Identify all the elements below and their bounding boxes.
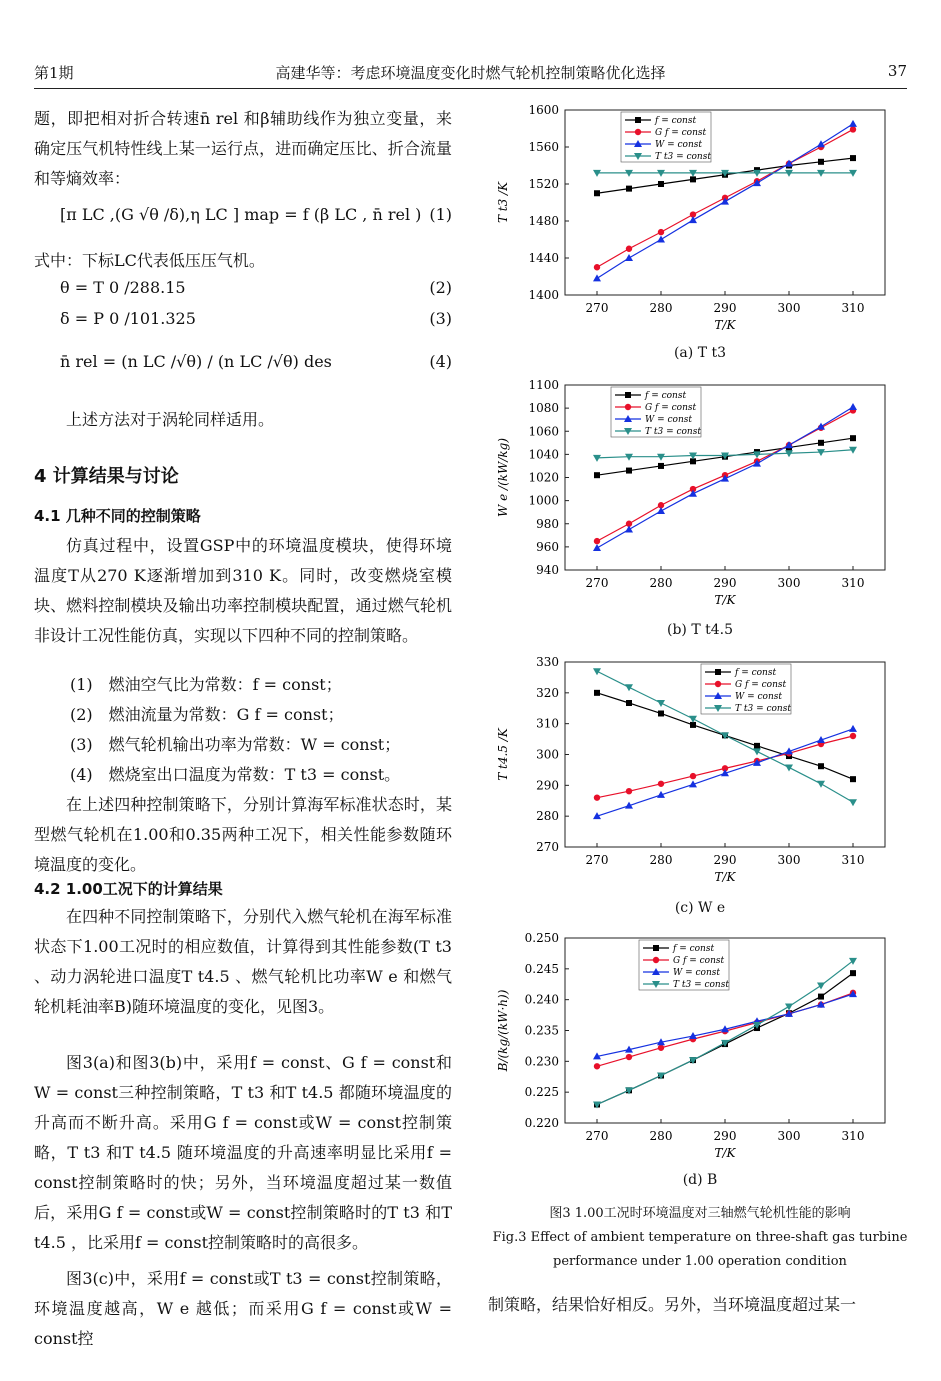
turbine-note: 上述方法对于涡轮同样适用。	[66, 410, 275, 429]
paragraph-fig3c: 图3(c)中，采用f = const或T t3 = const控制策略，环境温度越高，W e 越低；而采用G f = const或W = const控	[34, 1269, 452, 1348]
legend-label: G f = const	[673, 956, 725, 966]
header-rule	[34, 88, 907, 89]
data-point	[850, 733, 856, 739]
y-tick-label: 1440	[528, 251, 559, 265]
y-tick-label: 300	[536, 747, 559, 762]
x-axis-label: T/K	[714, 318, 736, 332]
journal-issue: 第1期	[34, 64, 74, 82]
y-tick-label: 290	[536, 778, 559, 793]
legend-label: G f = const	[735, 680, 787, 690]
y-tick-label: 270	[536, 840, 559, 854]
data-point	[850, 435, 856, 441]
y-tick-label: 1000	[528, 493, 559, 508]
data-point	[625, 526, 633, 533]
x-axis-label: T/K	[714, 1146, 736, 1160]
strategy-item: (2) 燃油流量为常数：G f = const；	[70, 705, 344, 724]
data-point	[817, 781, 825, 788]
running-title: 高建华等：考虑环境温度变化时燃气轮机控制策略优化选择	[275, 64, 666, 82]
x-tick-label: 310	[841, 1129, 865, 1143]
y-tick-label: 1400	[528, 288, 559, 302]
subcaption-c: (c) W e	[674, 900, 726, 916]
y-tick-label: 1100	[528, 378, 559, 392]
data-point	[658, 463, 664, 469]
x-tick-label: 310	[841, 576, 865, 590]
data-point	[690, 722, 696, 728]
y-axis-label: W e /(kW/kg)	[496, 437, 510, 518]
y-tick-label: 320	[536, 685, 559, 700]
x-tick-label: 270	[585, 301, 609, 315]
y-tick-label: 330	[536, 655, 559, 669]
legend-label: W = const	[673, 968, 721, 978]
y-tick-label: 1040	[528, 447, 559, 462]
legend-label: T t3 = const	[655, 152, 711, 162]
data-point	[625, 404, 631, 410]
y-axis-label: T t4.5 /K	[496, 728, 510, 781]
data-point	[715, 681, 721, 687]
chart-b	[480, 375, 920, 615]
x-tick-label: 310	[841, 301, 865, 315]
chart-d	[480, 928, 920, 1168]
caption-en-1: Fig.3 Effect of ambient temperature on three-shaft gas turbine	[492, 1230, 908, 1245]
legend-label: T t3 = const	[645, 427, 701, 437]
data-point	[850, 970, 856, 976]
data-point	[626, 468, 632, 474]
section-4-1-heading: 4.1 几种不同的控制策略	[34, 507, 201, 525]
y-tick-label: 1520	[528, 177, 559, 191]
data-point	[658, 781, 664, 787]
data-point	[849, 799, 857, 806]
y-tick-label: 0.225	[524, 1085, 559, 1100]
y-tick-label: 1060	[528, 424, 559, 439]
x-tick-label: 290	[713, 301, 737, 315]
y-tick-label: 940	[536, 563, 559, 577]
y-tick-label: 0.230	[524, 1054, 559, 1069]
x-tick-label: 300	[777, 1129, 801, 1143]
caption-en-2: performance under 1.00 operation condition	[553, 1254, 847, 1269]
data-point	[818, 159, 824, 165]
data-point	[850, 155, 856, 161]
x-tick-label: 270	[585, 1129, 609, 1143]
data-point	[635, 129, 641, 135]
y-tick-label: 0.250	[524, 931, 559, 945]
data-point	[594, 1063, 600, 1069]
y-tick-label: 0.220	[524, 1116, 559, 1130]
legend-label: T t3 = const	[673, 980, 729, 990]
data-point	[817, 982, 825, 989]
data-point	[657, 507, 665, 514]
x-axis-label: T/K	[714, 870, 736, 884]
y-tick-label: 0.240	[524, 992, 559, 1007]
strategy-item: (3) 燃气轮机输出功率为常数：W = const；	[70, 735, 401, 754]
paragraph-4-1: 仿真过程中，设置GSP中的环境温度模块，使得环境温度T从270 K逐渐增加到310 K。同时，改变燃烧室模块、燃料控制模块及输出功率控制模块配置，通过燃气轮机非设计工况性能仿真，实现以下四种不同的控制策略。	[34, 536, 452, 645]
x-tick-label: 270	[585, 576, 609, 590]
legend-label: G f = const	[645, 403, 697, 413]
data-point	[689, 716, 697, 723]
x-tick-label: 270	[585, 853, 609, 867]
y-tick-label: 310	[536, 716, 559, 731]
subcaption-d: (d) B	[682, 1172, 718, 1188]
strategy-item: (4) 燃烧室出口温度为常数：T t3 = const。	[70, 765, 401, 784]
data-point	[658, 710, 664, 716]
legend-label: W = const	[655, 140, 703, 150]
strategy-item: (1) 燃油空气比为常数：f = const；	[70, 675, 342, 694]
data-point	[594, 690, 600, 696]
legend-label: T t3 = const	[735, 704, 791, 714]
strategy-list	[70, 670, 452, 790]
data-point	[626, 700, 632, 706]
y-axis-label: T t3 /K	[496, 181, 510, 224]
y-tick-label: 1080	[528, 401, 559, 416]
data-point	[817, 140, 825, 147]
right-column-text: 制策略，结果恰好相反。另外，当环境温度超过某一	[488, 1295, 857, 1314]
data-point	[849, 403, 857, 410]
legend-label: f = const	[645, 391, 687, 401]
x-tick-label: 290	[713, 576, 737, 590]
data-point	[785, 1003, 793, 1010]
x-tick-label: 280	[649, 301, 673, 315]
x-tick-label: 280	[649, 576, 673, 590]
y-tick-label: 1480	[528, 214, 559, 228]
data-point	[849, 725, 857, 732]
data-point	[626, 186, 632, 192]
data-point	[818, 763, 824, 769]
y-tick-label: 980	[536, 516, 559, 531]
data-point	[594, 264, 600, 270]
y-tick-label: 1560	[528, 140, 559, 154]
chart-c	[480, 652, 920, 892]
legend-label: f = const	[735, 668, 777, 678]
y-tick-label: 960	[536, 539, 559, 554]
data-point	[690, 176, 696, 182]
x-tick-label: 290	[713, 1129, 737, 1143]
figure-caption	[480, 1202, 920, 1274]
x-tick-label: 290	[713, 853, 737, 867]
data-point	[849, 958, 857, 965]
intro-paragraph: 题，即把相对折合转速n̄ rel 和β辅助线作为独立变量，来确定压气机特性线上某一运行点，进而确定压比、折合流量和等熵效率：	[34, 109, 452, 188]
data-point	[626, 788, 632, 794]
data-point	[635, 117, 641, 123]
y-axis-label: B/(kg/(kW·h))	[496, 989, 510, 1072]
y-tick-label: 0.235	[524, 1023, 559, 1038]
data-point	[657, 700, 665, 707]
data-point	[657, 236, 665, 243]
subcaption-b: (b) T t4.5	[666, 622, 733, 638]
equation-4: n̄ rel = (n LC /√θ) / (n LC /√θ) des (4)	[60, 352, 452, 371]
data-point	[658, 181, 664, 187]
legend-label: f = const	[655, 116, 697, 126]
data-point	[593, 544, 601, 551]
note-line: 式中：下标LC代表低压压气机。	[34, 251, 265, 270]
series-line	[597, 973, 853, 1104]
x-axis-label: T/K	[714, 593, 736, 607]
y-tick-label: 1600	[528, 103, 559, 117]
paragraph-fig3ab: 图3(a)和图3(b)中，采用f = const、G f = const和W = const三种控制策略，T t3 和T t4.5 都随环境温度的升高而不断升高。采用G f = const或W = const控制策略，T t3 和T t4.5 随环境温度的升高速率明显比采用f = const控制策略时的快；另外，当环境温度超过某一数值后，采用G f = const或W = const控制策略时的T t3 和T t4.5 ，比采用f = const控制策略时的高很多。	[34, 1053, 452, 1252]
x-tick-label: 300	[777, 853, 801, 867]
data-point	[818, 440, 824, 446]
equation-1: [π LC ,(G √θ /δ),η LC ] map = f (β LC , n̄ rel ) (1)	[60, 205, 452, 224]
x-tick-label: 300	[777, 301, 801, 315]
legend-label: W = const	[645, 415, 693, 425]
data-point	[593, 668, 601, 675]
data-point	[753, 748, 761, 755]
page-number: 37	[887, 62, 907, 80]
data-point	[594, 538, 600, 544]
data-point	[653, 957, 659, 963]
section-4-2-heading: 4.2 1.00工况下的计算结果	[34, 880, 223, 898]
subcaption-a: (a) T t3	[673, 345, 727, 361]
data-point	[850, 776, 856, 782]
data-point	[785, 764, 793, 771]
equation-2: θ = T 0 /288.15 (2)	[60, 278, 452, 297]
data-point	[754, 743, 760, 749]
equation-3: δ = P 0 /101.325 (3)	[60, 309, 452, 328]
chart-a	[480, 100, 920, 340]
y-tick-label: 280	[536, 809, 559, 824]
paragraph-strategies: 在上述四种控制策略下，分别计算海军标准状态时，某型燃气轮机在1.00和0.35两种工况下，相关性能参数随环境温度的变化。	[34, 795, 452, 874]
paragraph-4-2: 在四种不同控制策略下，分别代入燃气轮机在海军标准状态下1.00工况时的相应数值，计算得到其性能参数(T t3 、动力涡轮进口温度T t4.5 、燃气轮机比功率W e 和燃气轮机耗油率B)随环境温度的变化，见图3。	[34, 907, 452, 1016]
data-point	[658, 229, 664, 235]
data-point	[625, 254, 633, 261]
x-tick-label: 300	[777, 576, 801, 590]
caption-cn: 图3 1.00工况时环境温度对三轴燃气轮机性能的影响	[549, 1206, 851, 1221]
legend-label: G f = const	[655, 128, 707, 138]
data-point	[849, 120, 857, 127]
data-point	[653, 945, 659, 951]
data-point	[715, 669, 721, 675]
x-tick-label: 280	[649, 853, 673, 867]
x-tick-label: 310	[841, 853, 865, 867]
data-point	[625, 684, 633, 691]
data-point	[626, 1054, 632, 1060]
section-4-heading: 4 计算结果与讨论	[34, 466, 179, 487]
data-point	[594, 472, 600, 478]
y-tick-label: 1020	[528, 470, 559, 485]
data-point	[594, 794, 600, 800]
data-point	[594, 190, 600, 196]
x-tick-label: 280	[649, 1129, 673, 1143]
data-point	[689, 216, 697, 223]
data-point	[690, 773, 696, 779]
data-point	[850, 126, 856, 132]
data-point	[593, 274, 601, 281]
legend-label: W = const	[735, 692, 783, 702]
y-tick-label: 0.245	[524, 961, 559, 976]
data-point	[593, 455, 601, 462]
data-point	[625, 392, 631, 398]
data-point	[818, 994, 824, 1000]
data-point	[658, 1045, 664, 1051]
legend-label: f = const	[673, 944, 715, 954]
data-point	[626, 246, 632, 252]
